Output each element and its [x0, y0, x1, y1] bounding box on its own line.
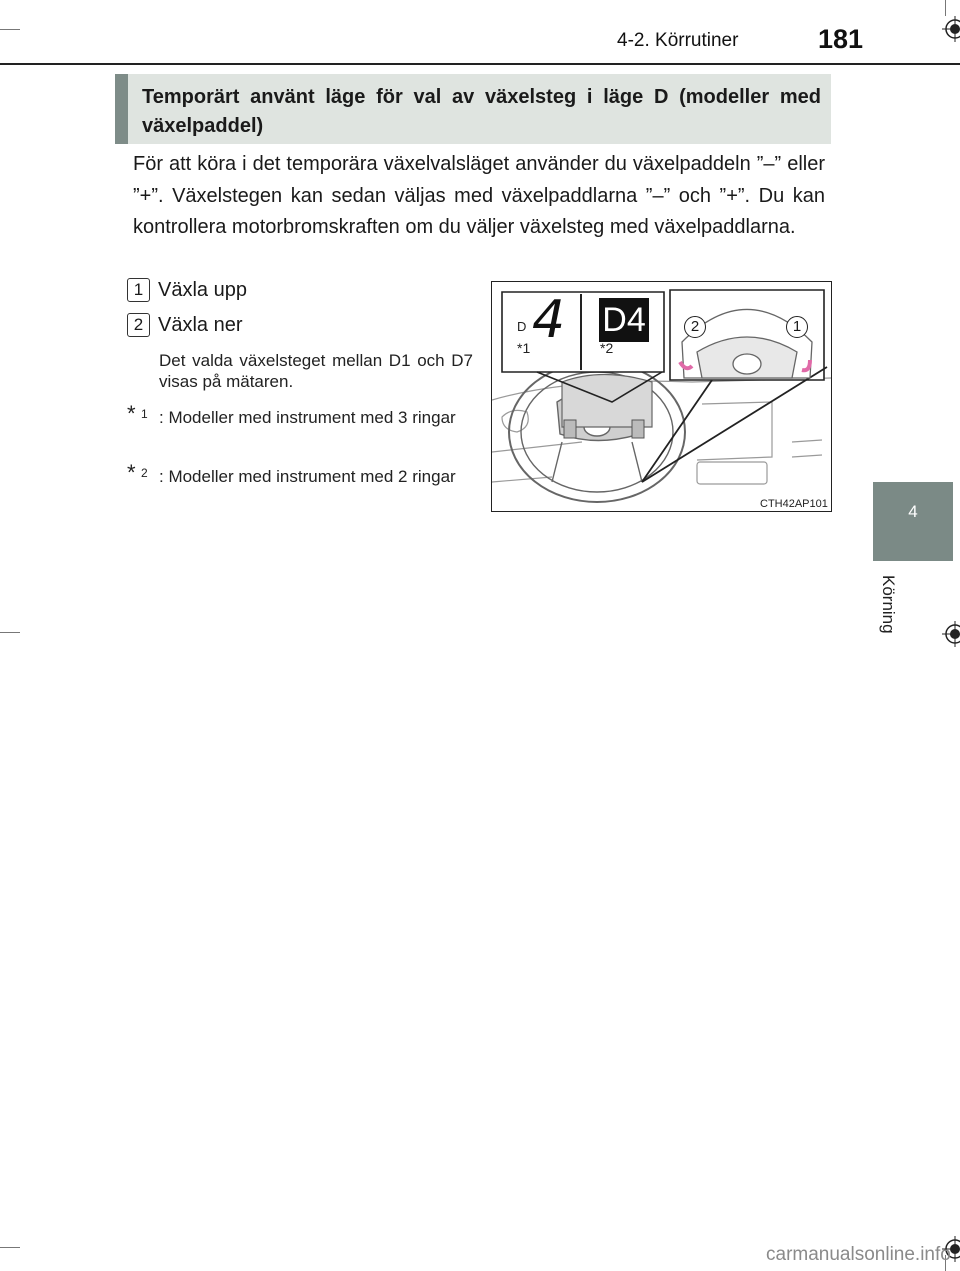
section-body: För att köra i det temporära växelvalsläget använder du växelpaddeln ”–” eller ”+”. Växelstegen kan sedan väljas med växelpaddlarna ”–” och ”+”. Du kan kontrollera motorbromskraften om du väljer växelsteg med växelpaddlarna. [133, 153, 825, 238]
chapter-tab-label [878, 575, 908, 645]
footnote-text: : Modeller med instrument med 2 ringar [159, 467, 456, 486]
display-d4-label: D4 [599, 298, 649, 342]
footnote-index: 1 [141, 407, 148, 421]
footnote-text: : Modeller med instrument med 3 ringar [159, 408, 456, 427]
footnote-mark: * [127, 460, 136, 485]
crop-mark [945, 0, 946, 16]
watermark: carmanualsonline.info [766, 1244, 951, 1265]
crop-mark [0, 29, 20, 30]
star-marker-2: *2 [600, 340, 614, 356]
display-d-letter: D [517, 319, 527, 334]
paddle-shift-illustration [491, 281, 832, 512]
footnote-mark: * [127, 401, 136, 426]
footnote-index: 2 [141, 466, 148, 480]
item-number-badge: 1 [127, 278, 150, 302]
figure-code: CTH42AP101 [760, 498, 828, 510]
list-item [127, 278, 247, 302]
chapter-title: 4-2. Körrutiner [617, 30, 739, 51]
footnote [127, 460, 473, 514]
item-note: Det valda växelsteget mellan D1 och D7 visas på mätaren. [159, 351, 473, 391]
registration-mark-icon [942, 621, 960, 647]
chapter-tab-label-text: Körning [879, 575, 898, 634]
callout-marker-1: 1 [786, 316, 808, 338]
display-gear-digit: 4 [532, 290, 566, 350]
list-item [127, 313, 243, 337]
item-label: Växla ner [158, 314, 243, 336]
crop-mark [0, 632, 20, 633]
section-heading: Temporärt använt läge för val av växelsteg i läge D (modeller med växelpaddel) [115, 74, 831, 144]
chapter-tab: 4 [873, 482, 953, 561]
item-label: Växla upp [158, 279, 247, 301]
page-number: 181 [818, 24, 864, 54]
crop-mark [0, 1247, 20, 1248]
header-rule [0, 63, 960, 65]
registration-mark-icon [942, 16, 960, 42]
item-number-badge: 2 [127, 313, 150, 337]
footnote [127, 401, 473, 455]
callout-marker-2: 2 [684, 316, 706, 338]
star-marker-1: *1 [517, 340, 531, 356]
